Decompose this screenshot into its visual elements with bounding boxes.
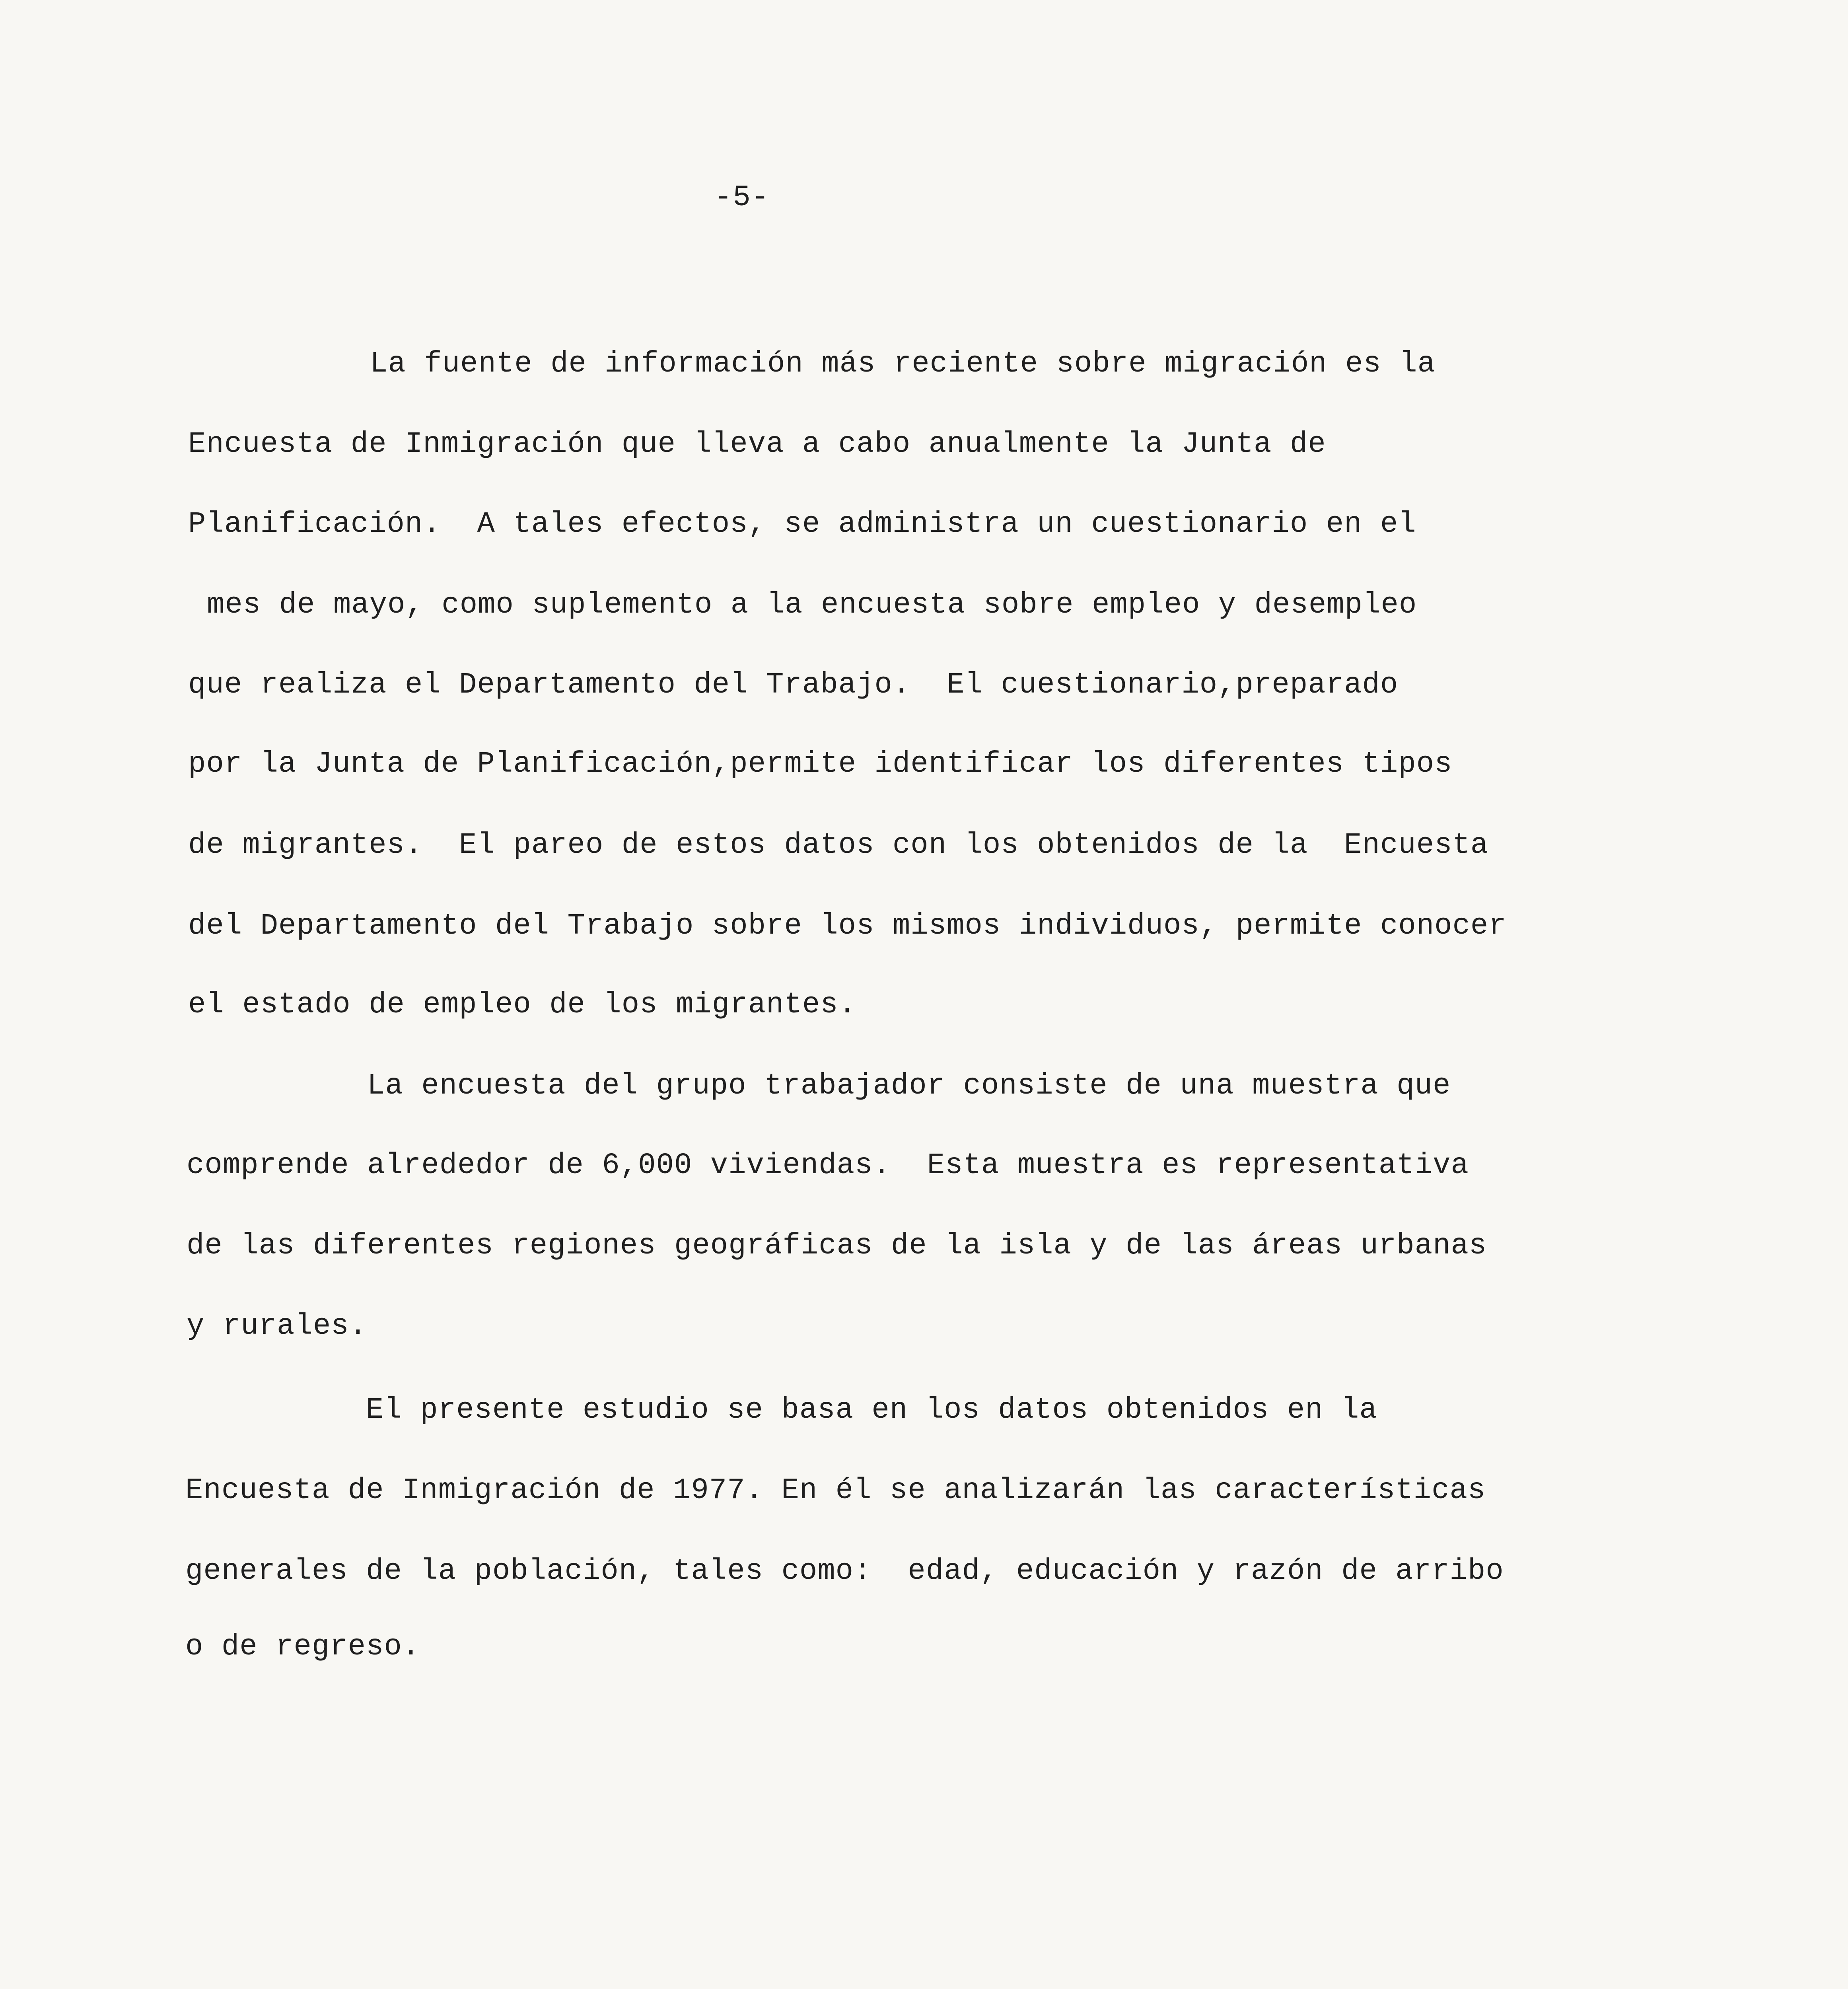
paragraph-3-line-3: generales de la población, tales como: edad, educación y razón de arribo	[185, 1555, 1504, 1588]
paragraph-3-line-1: El presente estudio se basa en los datos obtenidos en la	[366, 1393, 1377, 1427]
paragraph-1-line-6: por la Junta de Planificación,permite identificar los diferentes tipos	[188, 747, 1453, 781]
page-number: -5-	[714, 181, 770, 214]
paragraph-1-line-2: Encuesta de Inmigración que lleva a cabo anualmente la Junta de	[188, 428, 1326, 461]
paragraph-1-line-7: de migrantes. El pareo de estos datos con los obtenidos de la Encuesta	[188, 829, 1489, 862]
paragraph-1-line-5: que realiza el Departamento del Trabajo. El cuestionario,preparado	[188, 668, 1399, 702]
paragraph-3-line-2: Encuesta de Inmigración de 1977. En él se analizarán las características	[185, 1474, 1486, 1507]
paragraph-2-line-3: de las diferentes regiones geográficas de la isla y de las áreas urbanas	[187, 1229, 1487, 1263]
paragraph-2-line-1: La encuesta del grupo trabajador consiste de una muestra que	[367, 1069, 1451, 1103]
paragraph-1-line-3: Planificación. A tales efectos, se administra un cuestionario en el	[188, 508, 1416, 541]
paragraph-3-line-4: o de regreso.	[185, 1630, 420, 1664]
paragraph-2-line-4: y rurales.	[187, 1310, 368, 1343]
paragraph-1-line-1: La fuente de información más reciente sobre migración es la	[370, 347, 1436, 381]
paragraph-1-line-4: mes de mayo, como suplemento a la encuesta sobre empleo y desempleo	[207, 588, 1417, 622]
paragraph-2-line-2: comprende alrededor de 6,000 viviendas. Esta muestra es representativa	[187, 1149, 1469, 1182]
paragraph-1-line-8: del Departamento del Trabajo sobre los mismos individuos, permite conocer	[188, 909, 1507, 943]
paragraph-1-line-9: el estado de empleo de los migrantes.	[188, 988, 857, 1022]
